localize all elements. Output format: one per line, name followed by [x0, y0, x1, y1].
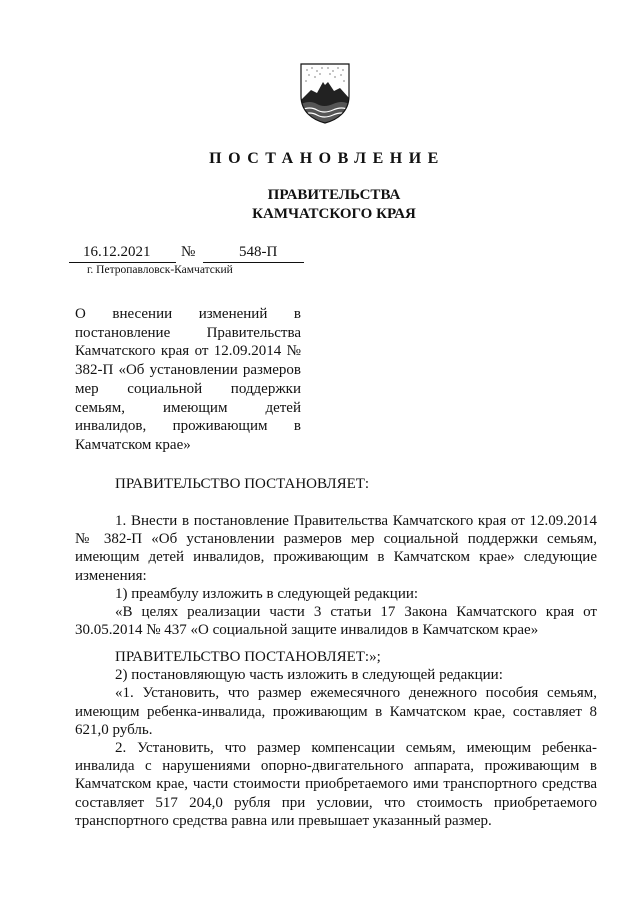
- paragraph-allowance-amount: «1. Установить, что размер ежемесячного денежного пособия семьям, имеющим ребенка-инвалида, проживающим в Камчатском крае, составляет 8 621,0 рубль.: [75, 685, 597, 738]
- decree-part-block: [75, 648, 597, 830]
- paragraph-decree-quote: ПРАВИТЕЛЬСТВО ПОСТАНОВЛЯЕТ:»;: [115, 649, 381, 665]
- amendment-intro-block: [75, 512, 597, 639]
- issuer-name: [0, 186, 640, 224]
- number-underline: [203, 262, 304, 263]
- date-underline: [69, 262, 176, 263]
- document-subject: О внесении изменений в постановление Правительства Камчатского края от 12.09.2014 № 382-П «Об установлении размеров мер социальной поддержки семьям, имеющим детей инвалидов, проживающим в Камчатском крае»: [75, 306, 301, 453]
- paragraph-decree-item: 2) постановляющую часть изложить в следующей редакции:: [115, 667, 503, 684]
- kamchatka-coat-of-arms-icon: [295, 60, 355, 125]
- document-type-title: ПОСТАНОВЛЕНИЕ: [209, 150, 445, 167]
- paragraph-compensation-amount: 2. Установить, что размер компенсации семьям, имеющим ребенка-инвалида с нарушениями опорно-двигательного аппарата, проживающим в Камчатском крае, части стоимости приобретаемого ими транспортного средства составляет 517 204,0 рубля при условии, что стоимость приобретаемого транспортного средства равна или превышает указанный размер.: [75, 740, 597, 829]
- paragraph-amendment-intro: 1. Внести в постановление Правительства Камчатского края от 12.09.2014 № 382-П «Об установлении размеров мер социальной поддержки семьям, имеющим детей инвалидов, проживающим в Камчатском крае» следующие изменения:: [75, 513, 597, 584]
- document-number: 548-П: [239, 244, 278, 260]
- paragraph-preamble-text: «В целях реализации части 3 статьи 17 Закона Камчатского края от 30.05.2014 № 437 «О социальной защите инвалидов в Камчатском крае»: [75, 604, 597, 639]
- issuer-line-1: ПРАВИТЕЛЬСТВА: [267, 187, 401, 203]
- issuer-line-2: КАМЧАТСКОГО КРАЯ: [252, 206, 416, 222]
- decree-header: ПРАВИТЕЛЬСТВО ПОСТАНОВЛЯЕТ:: [115, 476, 370, 492]
- number-sign: №: [181, 244, 196, 260]
- paragraph-preamble-item: 1) преамбулу изложить в следующей редакции:: [115, 585, 419, 602]
- document-date: 16.12.2021: [83, 244, 151, 260]
- document-city: г. Петропавловск-Камчатский: [87, 264, 233, 276]
